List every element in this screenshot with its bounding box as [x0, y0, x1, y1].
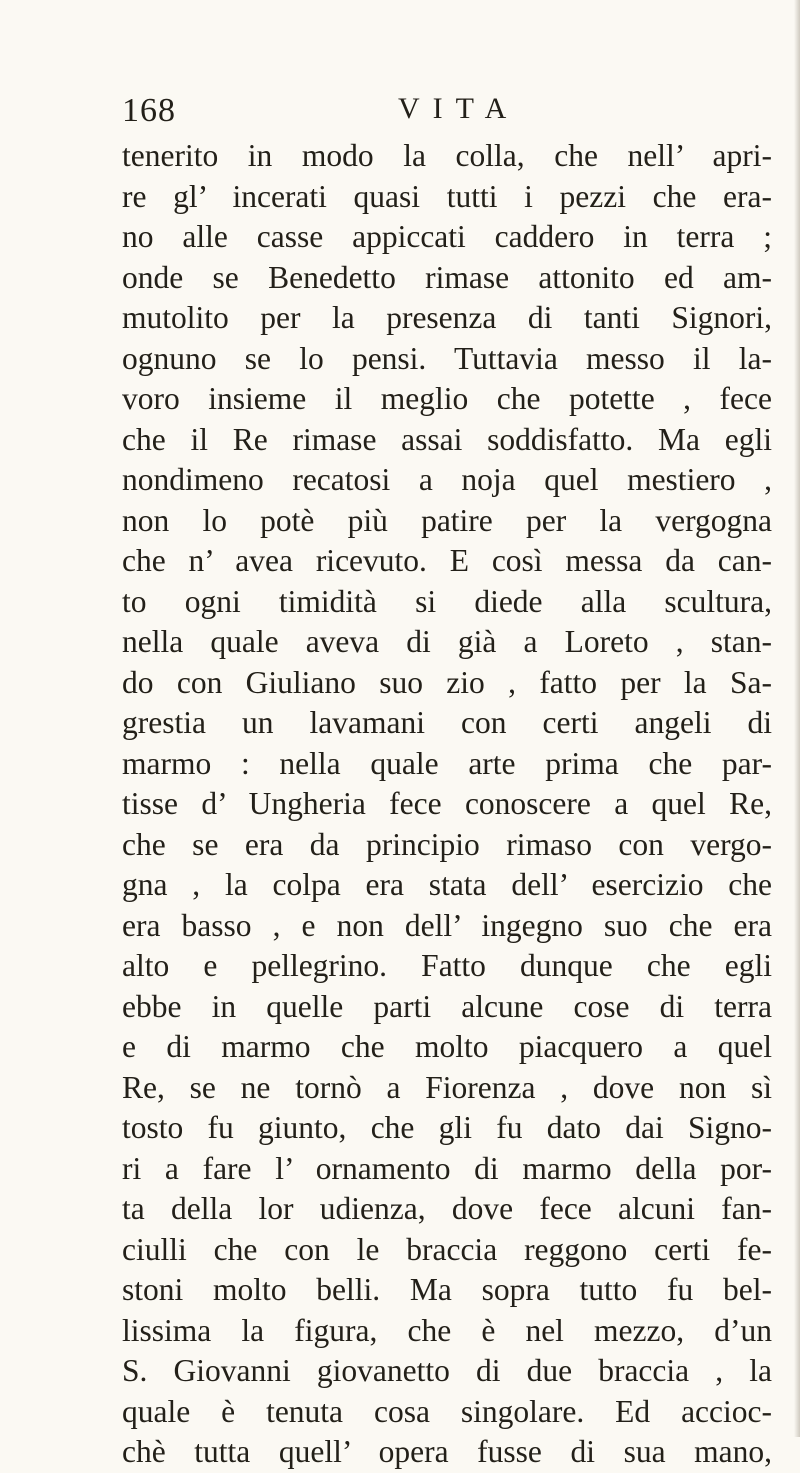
body-text — [122, 136, 772, 1473]
text-line: do con Giuliano suo zio , fatto per la Sa- — [122, 664, 772, 700]
text-line: ognuno se lo pensi. Tuttavia messo il la- — [122, 340, 772, 376]
text-line: tenerito in modo la colla, che nell’ apri- — [122, 138, 772, 173]
page-number: 168 — [122, 92, 176, 129]
text-line: mutolito per la presenza di tanti Signori, — [122, 300, 772, 335]
text-line: alto e pellegrino. Fatto dunque che egli — [122, 948, 772, 983]
text-line: tisse d’ Ungheria fece conoscere a quel Re, — [122, 786, 772, 821]
text-line: chè tutta quell’ opera fusse di sua mano, — [122, 1434, 772, 1469]
text-line: lissima la figura, che è nel mezzo, d’un — [122, 1312, 772, 1348]
text-line: ta della lor udienza, dove fece alcuni fan- — [122, 1191, 772, 1226]
text-line: gna , la colpa era stata dell’ esercizio che — [122, 867, 772, 902]
text-line: stoni molto belli. Ma sopra tutto fu bel- — [122, 1272, 772, 1307]
text-line: nella quale aveva di già a Loreto , stan- — [122, 624, 772, 659]
text-line: S. Giovanni giovanetto di due braccia , la — [122, 1353, 772, 1388]
text-line: marmo : nella quale arte prima che par- — [122, 745, 772, 781]
text-line: voro insieme il meglio che potette , fece — [122, 381, 772, 416]
text-line: quale è tenuta cosa singolare. Ed accioc- — [122, 1393, 772, 1429]
text-line: ri a fare l’ ornamento di marmo della por- — [122, 1150, 772, 1186]
text-line: re gl’ incerati quasi tutti i pezzi che era- — [122, 178, 772, 214]
text-line: che n’ avea ricevuto. E così messa da can- — [122, 543, 772, 578]
text-line: era basso , e non dell’ ingegno suo che era — [122, 907, 772, 943]
text-line: to ogni timidità si diede alla scultura, — [122, 583, 772, 619]
text-line: ebbe in quelle parti alcune cose di terra — [122, 988, 772, 1024]
text-line: e di marmo che molto piacquero a quel — [122, 1029, 772, 1064]
text-line: ciulli che con le braccia reggono certi fe- — [122, 1231, 772, 1267]
text-line: onde se Benedetto rimase attonito ed am- — [122, 259, 772, 295]
text-line: grestia un lavamani con certi angeli di — [122, 705, 772, 740]
text-line: no alle casse appiccati caddero in terra ; — [122, 219, 772, 254]
running-title: VITA — [398, 92, 520, 125]
text-line: che se era da principio rimaso con vergo- — [122, 826, 772, 862]
text-line: Re, se ne tornò a Fiorenza , dove non sì — [122, 1069, 772, 1105]
text-line: tosto fu giunto, che gli fu dato dai Signo- — [122, 1110, 772, 1145]
text-line: non lo potè più patire per la vergogna — [122, 502, 772, 538]
page-edge-shadow — [794, 0, 800, 1437]
text-line: che il Re rimase assai soddisfatto. Ma egli — [122, 421, 772, 457]
text-line: nondimeno recatosi a noja quel mestiero , — [122, 462, 772, 497]
page-header — [122, 92, 762, 136]
